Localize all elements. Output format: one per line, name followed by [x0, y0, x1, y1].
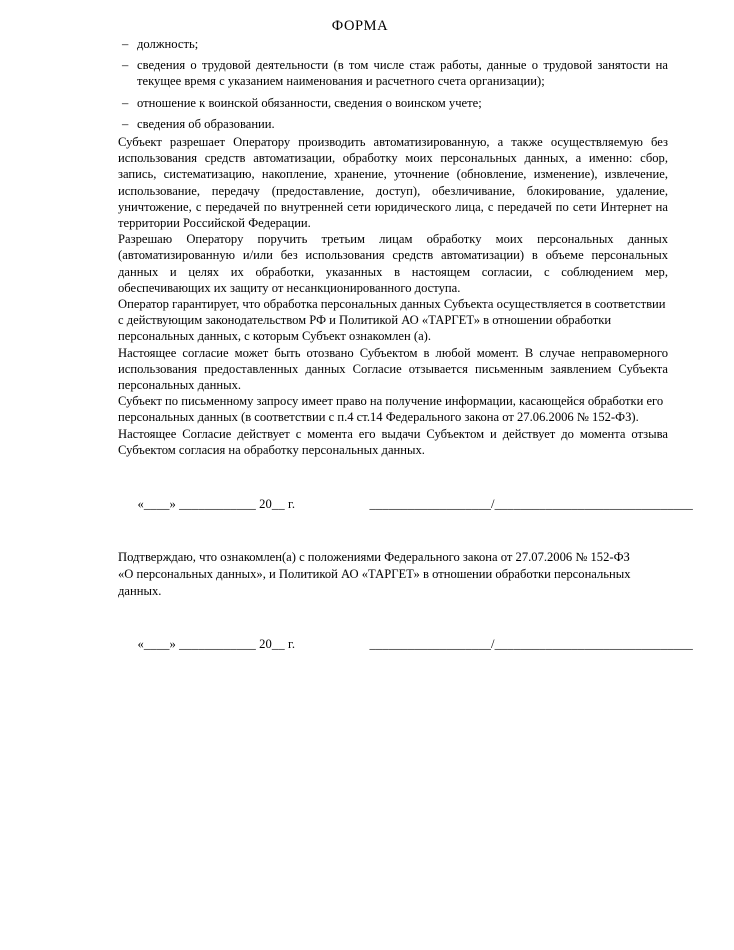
signature-field-2[interactable]: ___________________/_______________________________: [369, 636, 693, 651]
page-title: ФОРМА: [331, 18, 389, 34]
dash-bullet-icon: –: [122, 116, 129, 131]
signature-row-2: [118, 620, 693, 669]
dash-bullet-icon: –: [122, 37, 129, 51]
paragraph-validity-period: Настоящее Согласие действует с момента его выдачи Субъектом и действует до момента отзыва Субъектом согласия на обработку персональных данных.: [118, 426, 668, 457]
date-field-2[interactable]: «____» ____________ 20__ г.: [137, 636, 296, 651]
spacer: [118, 529, 668, 549]
confirmation-line-2: «О персональных данных», и Политикой АО «ТАРГЕТ» в отношении обработки персональных данных.: [118, 566, 631, 598]
confirmation-line-1: Подтверждаю, что ознакомлен(а) с положениями Федерального закона от 27.07.2006 № 152-ФЗ: [118, 549, 630, 564]
dash-bullet-icon: –: [122, 58, 129, 73]
list-item-text: сведения о трудовой деятельности (в том числе стаж работы, данные о трудовой занятости на текущее время с указанием наименования и расчетного счета организации);: [137, 58, 668, 89]
paragraph-information-request: Субъект по письменному запросу имеет право на получение информации, касающейся обработки его персональных данных (в соответствии с п.4 ст.14 Федерального закона от 27.06.2006 № 152-ФЗ).: [118, 394, 664, 425]
date-field-1[interactable]: «____» ____________ 20__ г.: [137, 497, 296, 512]
list-item: [118, 95, 668, 111]
list-item-text: отношение к воинской обязанности, сведения о воинском учете;: [137, 95, 482, 110]
confirmation-block: [118, 549, 668, 600]
list-item-text: сведения об образовании.: [137, 116, 275, 131]
dash-bullet-icon: –: [122, 95, 129, 110]
spacer: [118, 458, 668, 480]
paragraph-operator-guarantee: Оператор гарантирует, что обработка персональных данных Субъекта осуществляется в соответствии с действующим законодательством РФ и Политикой АО «ТАРГЕТ» в отношении обработки персональных данных, с которым Субъект ознакомлен (а).: [118, 297, 666, 344]
paragraph-revocation: Настоящее согласие может быть отозвано Субъектом в любой момент. В случае неправомерного использования предоставленных данных Согласие отзывается письменным заявлением Субъекта персональных данных.: [118, 345, 668, 393]
list-item-text: должность;: [137, 37, 199, 51]
paragraph-third-party-processing: Разрешаю Оператору поручить третьим лицам обработку моих персональных данных (автоматизированную и/или без использования средств автоматизации) в объеме персональных данных и целях их обработки, указанных в настоящем согласии, с соблюдением мер, обеспечивающих их защиту от несанкционированного доступа.: [118, 232, 668, 295]
signature-row-1: [118, 480, 693, 529]
paragraph-processing-scope: Субъект разрешает Оператору производить автоматизированную, а также осуществляемую без использования средств автоматизации, обработку моих персональных данных, а именно: сбор, запись, систематизацию, накопление, хранение, уточнение (обновление, изменение), извлечение, использование, передачу (предоставление, доступ), обезличивание, блокирование, удаление, уничтожение, с передачей по внутренней сети юридического лица, с передачей по сети Интернет на территории Российской Федерации.: [118, 135, 668, 231]
list-item: [118, 116, 668, 132]
personal-data-bullet-list: [118, 36, 668, 132]
list-item: [118, 57, 668, 89]
consent-paragraphs: [118, 134, 668, 458]
document-body: [118, 36, 693, 668]
spacer: [118, 600, 668, 620]
signature-field-1[interactable]: ___________________/_______________________________: [369, 497, 693, 512]
list-item: [118, 36, 668, 52]
